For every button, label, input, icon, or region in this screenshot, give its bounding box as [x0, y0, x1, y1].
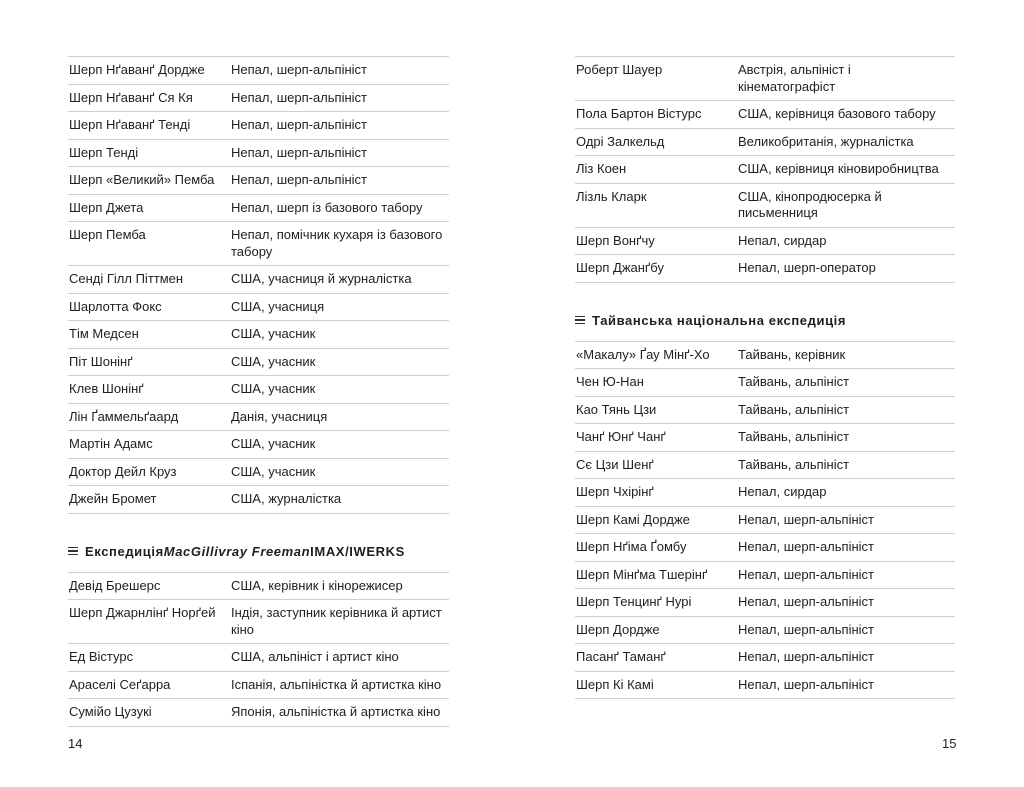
- section-marker-icon: [68, 545, 78, 558]
- person-name: Лізль Кларк: [576, 188, 647, 204]
- person-role: Непал, шерп-альпініст: [738, 649, 874, 664]
- person-name: Шерп Дордже: [576, 621, 660, 637]
- table-row: [68, 458, 449, 486]
- roster-list: [68, 56, 449, 514]
- person-role: Непал, шерп-оператор: [738, 260, 876, 275]
- right-column: [575, 56, 955, 699]
- person-name: Шерп Джанґбу: [576, 260, 664, 275]
- table-row: [68, 139, 449, 167]
- table-row: [68, 698, 449, 727]
- person-name: Шерп Джета: [69, 199, 144, 215]
- person-name: Девід Брешерс: [69, 577, 161, 593]
- person-name: Лін Ґаммельґаард: [69, 408, 179, 424]
- person-name: Чен Ю-Нан: [576, 374, 644, 389]
- roster-list: [68, 572, 449, 727]
- person-name: Шерп Вонґчу: [576, 232, 655, 248]
- table-row: [575, 616, 955, 644]
- person-role: Тайвань, альпініст: [738, 429, 850, 444]
- person-name: Доктор Дейл Круз: [69, 463, 177, 479]
- roster-list: [575, 56, 955, 283]
- right-page: [512, 0, 1024, 787]
- person-name: Роберт Шауер: [576, 62, 663, 77]
- table-row: [575, 561, 955, 589]
- table-row: [575, 183, 955, 227]
- section-title-suffix: IMAX/IWERKS: [310, 543, 405, 559]
- person-role: США, учасник: [231, 381, 316, 396]
- person-role: США, учасник: [231, 436, 316, 451]
- table-row: [68, 572, 449, 600]
- table-row: [575, 155, 955, 183]
- table-row: [575, 478, 955, 506]
- person-name: Шерп «Великий» Пемба: [69, 172, 215, 187]
- person-name: Шерп Кі Камі: [576, 676, 654, 692]
- person-name: Шерп Нґаванґ Ся Кя: [69, 89, 193, 105]
- person-role: Іспанія, альпіністка й артистка кіно: [231, 676, 442, 692]
- table-row: [575, 341, 955, 369]
- page-number: 14: [68, 736, 83, 751]
- person-name: Шерп Нґаванґ Дордже: [69, 62, 205, 77]
- table-row: [575, 227, 955, 255]
- person-role: США, учасник: [231, 353, 316, 369]
- person-name: Чанґ Юнґ Чанґ: [576, 429, 666, 444]
- table-row: [68, 111, 449, 139]
- table-row: [575, 56, 955, 100]
- person-role: Тайвань, альпініст: [738, 401, 850, 417]
- person-role: США, керівник і кінорежисер: [231, 577, 403, 593]
- person-name: Шерп Мінґма Тшерінґ: [576, 566, 708, 582]
- section-heading: [68, 544, 449, 559]
- table-row: [68, 599, 449, 643]
- person-role: Непал, шерп-альпініст: [231, 144, 367, 160]
- person-role: Непал, шерп-альпініст: [738, 594, 874, 609]
- person-name: Сє Цзи Шенґ: [576, 456, 654, 472]
- person-role: Непал, шерп-альпініст: [231, 117, 367, 132]
- person-role: Непал, шерп-альпініст: [231, 62, 367, 77]
- person-role: США, керівниця базового табору: [738, 106, 936, 121]
- person-name: «Макалу» Ґау Мінґ-Хо: [576, 346, 710, 362]
- section-title-italic: MacGillivray Freeman: [163, 543, 311, 559]
- section-marker-icon: [575, 314, 585, 327]
- section-title-prefix: Експедиція: [85, 543, 164, 559]
- table-row: [575, 100, 955, 128]
- table-row: [575, 396, 955, 424]
- person-name: Шерп Камі Дордже: [576, 511, 690, 527]
- person-role: Тайвань, керівник: [738, 346, 846, 362]
- section-heading: [575, 313, 955, 328]
- table-row: [68, 643, 449, 671]
- person-role: США, учасниця: [231, 298, 325, 314]
- person-name: Пола Бартон Вістурс: [576, 106, 702, 121]
- person-role: Великобританія, журналістка: [738, 133, 914, 149]
- person-role: Непал, сирдар: [738, 232, 827, 248]
- person-role: Тайвань, альпініст: [738, 456, 850, 472]
- table-row: [68, 194, 449, 222]
- table-row: [68, 671, 449, 699]
- person-name: Шерп Тенцинґ Нурі: [576, 594, 692, 609]
- section-title: Тайванська національна експедиція: [592, 312, 847, 328]
- person-role: Австрія, альпініст і кінематографіст: [738, 62, 851, 94]
- person-name: Мартін Адамс: [69, 436, 153, 451]
- person-name: Піт Шонінґ: [69, 353, 133, 369]
- table-row: [68, 166, 449, 194]
- person-name: Шерп Тенді: [69, 144, 139, 160]
- table-row: [575, 423, 955, 451]
- person-name: Шарлотта Фокс: [69, 298, 162, 314]
- person-name: Пасанґ Таманґ: [576, 649, 666, 664]
- person-role: США, учасниця й журналістка: [231, 271, 412, 286]
- person-role: США, керівниця кіновиробництва: [738, 161, 939, 176]
- person-role: США, учасник: [231, 463, 316, 479]
- table-row: [68, 430, 449, 458]
- table-row: [68, 485, 449, 514]
- table-row: [68, 375, 449, 403]
- table-row: [575, 533, 955, 561]
- person-name: Джейн Бромет: [69, 491, 157, 506]
- person-name: Араселі Сеґарра: [69, 676, 171, 692]
- table-row: [575, 588, 955, 616]
- person-role: Тайвань, альпініст: [738, 374, 850, 389]
- person-role: США, альпініст і артист кіно: [231, 649, 399, 664]
- person-name: Ліз Коен: [576, 161, 627, 176]
- person-role: Непал, шерп-альпініст: [738, 511, 874, 527]
- table-row: [575, 506, 955, 534]
- person-name: Шерп Чхірінґ: [576, 484, 654, 499]
- person-name: Сенді Гілл Піттмен: [69, 271, 184, 286]
- table-row: [575, 254, 955, 283]
- person-role: Непал, шерп-альпініст: [738, 621, 874, 637]
- table-row: [575, 451, 955, 479]
- person-role: Непал, шерп-альпініст: [738, 539, 874, 554]
- table-row: [68, 56, 449, 84]
- person-name: Ед Вістурс: [69, 649, 134, 664]
- person-name: Клев Шонінґ: [69, 381, 144, 396]
- table-row: [575, 368, 955, 396]
- table-row: [68, 320, 449, 348]
- person-role: Непал, шерп-альпініст: [231, 172, 367, 187]
- person-role: США, кінопродюсерка й письменниця: [738, 188, 882, 220]
- person-role: Непал, шерп-альпініст: [738, 676, 874, 692]
- person-name: Сумійо Цузукі: [69, 704, 152, 719]
- person-role: Непал, шерп-альпініст: [738, 566, 874, 582]
- left-column: [68, 56, 449, 727]
- person-role: Непал, сирдар: [738, 484, 827, 499]
- table-row: [68, 221, 449, 265]
- person-name: Шерп Нґіма Ґомбу: [576, 539, 687, 554]
- person-role: США, журналістка: [231, 491, 342, 506]
- roster-list: [575, 341, 955, 700]
- person-role: США, учасник: [231, 326, 316, 341]
- person-name: Одрі Залкельд: [576, 133, 665, 149]
- table-row: [68, 293, 449, 321]
- person-name: Као Тянь Цзи: [576, 401, 657, 417]
- table-row: [68, 348, 449, 376]
- page-number: 15: [942, 736, 957, 751]
- table-row: [575, 643, 955, 671]
- table-row: [68, 265, 449, 293]
- person-role: Індія, заступник керівника й артист кіно: [231, 605, 442, 637]
- person-role: Японія, альпіністка й артистка кіно: [231, 704, 441, 719]
- person-name: Шерп Пемба: [69, 227, 146, 242]
- table-row: [68, 403, 449, 431]
- person-name: Шерп Нґаванґ Тенді: [69, 117, 191, 132]
- table-row: [575, 128, 955, 156]
- person-role: Непал, шерп-альпініст: [231, 89, 367, 105]
- table-row: [575, 671, 955, 700]
- person-role: Данія, учасниця: [231, 408, 328, 424]
- table-row: [68, 84, 449, 112]
- person-role: Непал, помічник кухаря із базового табору: [231, 227, 443, 259]
- person-name: Шерп Джарнлінґ Норґей: [69, 605, 216, 620]
- person-role: Непал, шерп із базового табору: [231, 199, 423, 215]
- person-name: Тім Медсен: [69, 326, 139, 341]
